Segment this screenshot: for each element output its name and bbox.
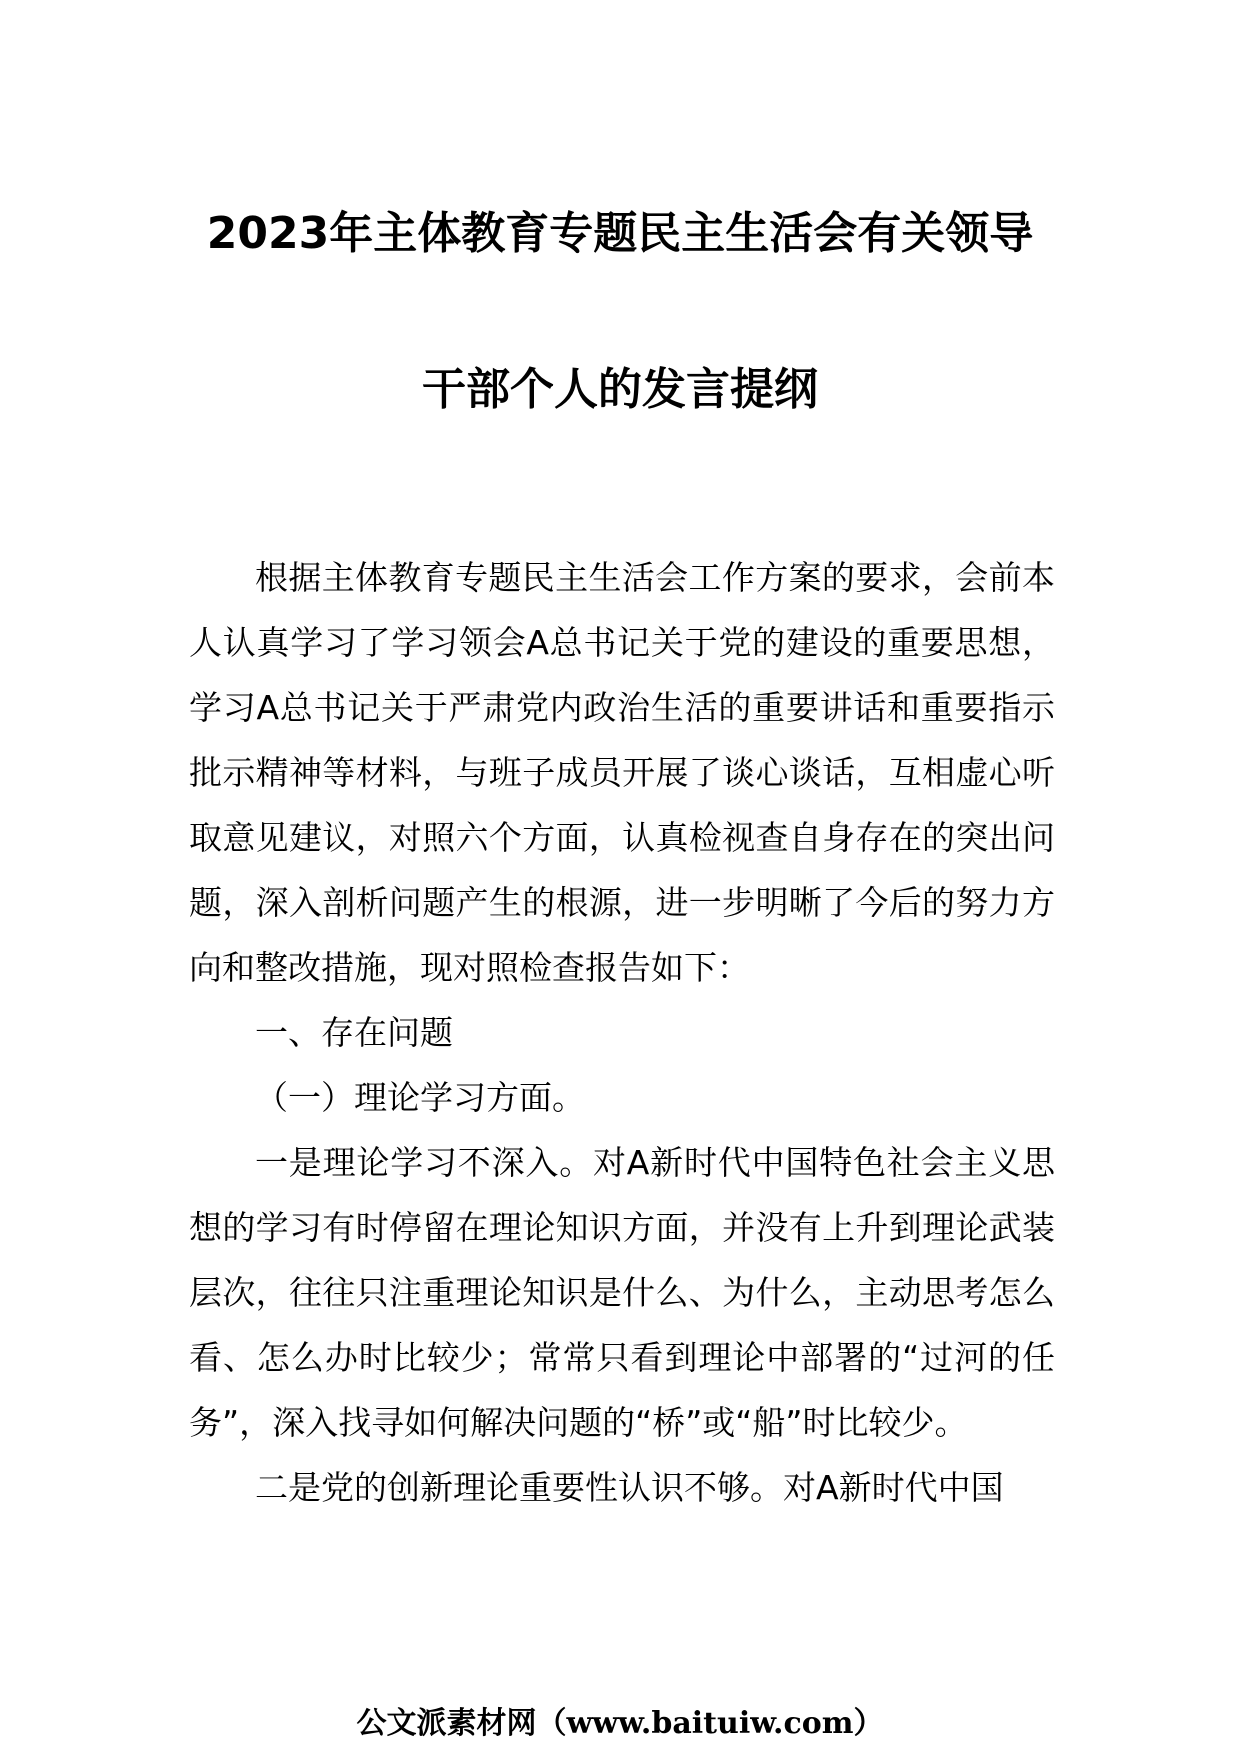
subsection-heading-theory: （一）理论学习方面。 [255, 1078, 585, 1117]
section-heading-problems: 一、存在问题 [255, 1013, 453, 1052]
footer-source: 公文派素材网（www.baituiw.com） [356, 1706, 884, 1741]
paragraph-intro: 根据主体教育专题民主生活会工作方案的要求，会前本人认真学习了学习领会A总书记关于党的建设的重要思想，学习A总书记关于严肃党内政治生活的重要讲话和重要指示批示精神等材料，与班子成员开展了谈心谈话，互相虚心听取意见建议，对照六个方面，认真检视查自身存在的突出问题，深入剖析问题产生的根源，进一步明晰了今后的努力方向和整改措施，现对照检查报告如下： [189, 558, 1055, 987]
document-title-line1: 2023年主体教育专题民主生活会有关领导 [206, 208, 1034, 259]
document-body [189, 545, 1055, 1520]
paragraph-point-one: 一是理论学习不深入。对A新时代中国特色社会主义思想的学习有时停留在理论知识方面，并没有上升到理论武装层次，往往只注重理论知识是什么、为什么，主动思考怎么看、怎么办时比较少；常常只看到理论中部署的“过河的任务”，深入找寻如何解决问题的“桥”或“船”时比较少。 [189, 1143, 1055, 1442]
document-title-line2: 干部个人的发言提纲 [422, 364, 818, 415]
paragraph-point-two: 二是党的创新理论重要性认识不够。对A新时代中国 [255, 1468, 1004, 1507]
